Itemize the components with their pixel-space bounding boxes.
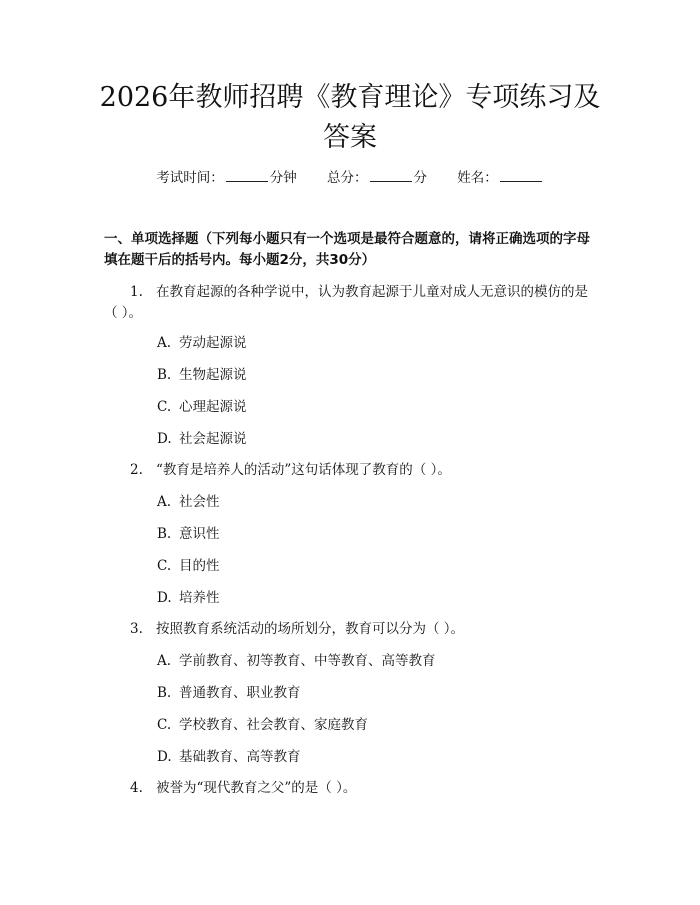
option-label: C. (157, 717, 172, 733)
question-number: 2. (130, 462, 143, 478)
question-text: “教育是培养人的活动”这句话体现了教育的（ ）。 (156, 462, 451, 478)
total-score-label: 总分： (327, 170, 368, 186)
option-label: D. (157, 590, 172, 606)
option-label: A. (157, 653, 172, 669)
option-label: A. (157, 494, 172, 510)
question-1-option-b (157, 365, 597, 385)
document-title: 2026年教师招聘《教育理论》专项练习及答案 (99, 82, 601, 153)
question-3-option-a (157, 651, 597, 671)
question-2 (104, 460, 600, 481)
question-2-option-b (157, 524, 597, 544)
question-text: 按照教育系统活动的场所划分，教育可以分为（ ）。 (156, 621, 465, 637)
name-label: 姓名： (457, 170, 498, 186)
option-text: 社会起源说 (179, 431, 247, 447)
question-2-option-d (157, 588, 597, 608)
question-text: 在教育起源的各种学说中，认为教育起源于儿童对成人无意识的模仿的是（ ）。 (104, 284, 588, 321)
question-3-option-c (157, 715, 597, 735)
total-score-unit: 分 (413, 170, 427, 186)
exam-info-line (0, 168, 700, 188)
name-field (457, 168, 544, 188)
option-label: B. (157, 526, 172, 542)
option-text: 学前教育、初等教育、中等教育、高等教育 (179, 653, 436, 669)
option-text: 普通教育、职业教育 (179, 685, 301, 701)
exam-time-unit: 分钟 (269, 170, 297, 186)
question-1-option-d (157, 429, 597, 449)
option-text: 生物起源说 (179, 367, 247, 383)
option-label: C. (157, 399, 172, 415)
exam-time-label: 考试时间： (156, 170, 224, 186)
question-2-option-c (157, 556, 597, 576)
section-heading: 一、单项选择题（下列每小题只有一个选项是最符合题意的，请将正确选项的字母填在题干后的括号内。每小题2分，共30分） (104, 231, 590, 268)
option-text: 目的性 (179, 558, 220, 574)
option-label: B. (157, 685, 172, 701)
total-score-field (327, 168, 427, 188)
question-3 (104, 619, 600, 640)
option-text: 劳动起源说 (179, 335, 247, 351)
option-text: 社会性 (179, 494, 220, 510)
question-text: 被誉为“现代教育之父”的是（ ）。 (156, 780, 357, 796)
option-text: 意识性 (179, 526, 220, 542)
option-label: A. (157, 335, 172, 351)
question-2-option-a (157, 492, 597, 512)
total-score-blank (370, 168, 412, 182)
question-1 (104, 282, 600, 324)
question-number: 4. (130, 780, 143, 796)
exam-time-blank (226, 168, 268, 182)
question-number: 1. (130, 284, 143, 300)
question-1-option-c (157, 397, 597, 417)
option-label: B. (157, 367, 172, 383)
option-text: 学校教育、社会教育、家庭教育 (179, 717, 368, 733)
option-label: C. (157, 558, 172, 574)
option-label: D. (157, 749, 172, 765)
option-text: 基础教育、高等教育 (179, 749, 301, 765)
option-text: 心理起源说 (179, 399, 247, 415)
name-blank (500, 168, 542, 182)
option-text: 培养性 (179, 590, 220, 606)
question-4 (104, 778, 600, 799)
question-3-option-b (157, 683, 597, 703)
option-label: D. (157, 431, 172, 447)
exam-time-field (156, 168, 297, 188)
question-1-option-a (157, 333, 597, 353)
question-3-option-d (157, 747, 597, 767)
question-number: 3. (130, 621, 143, 637)
